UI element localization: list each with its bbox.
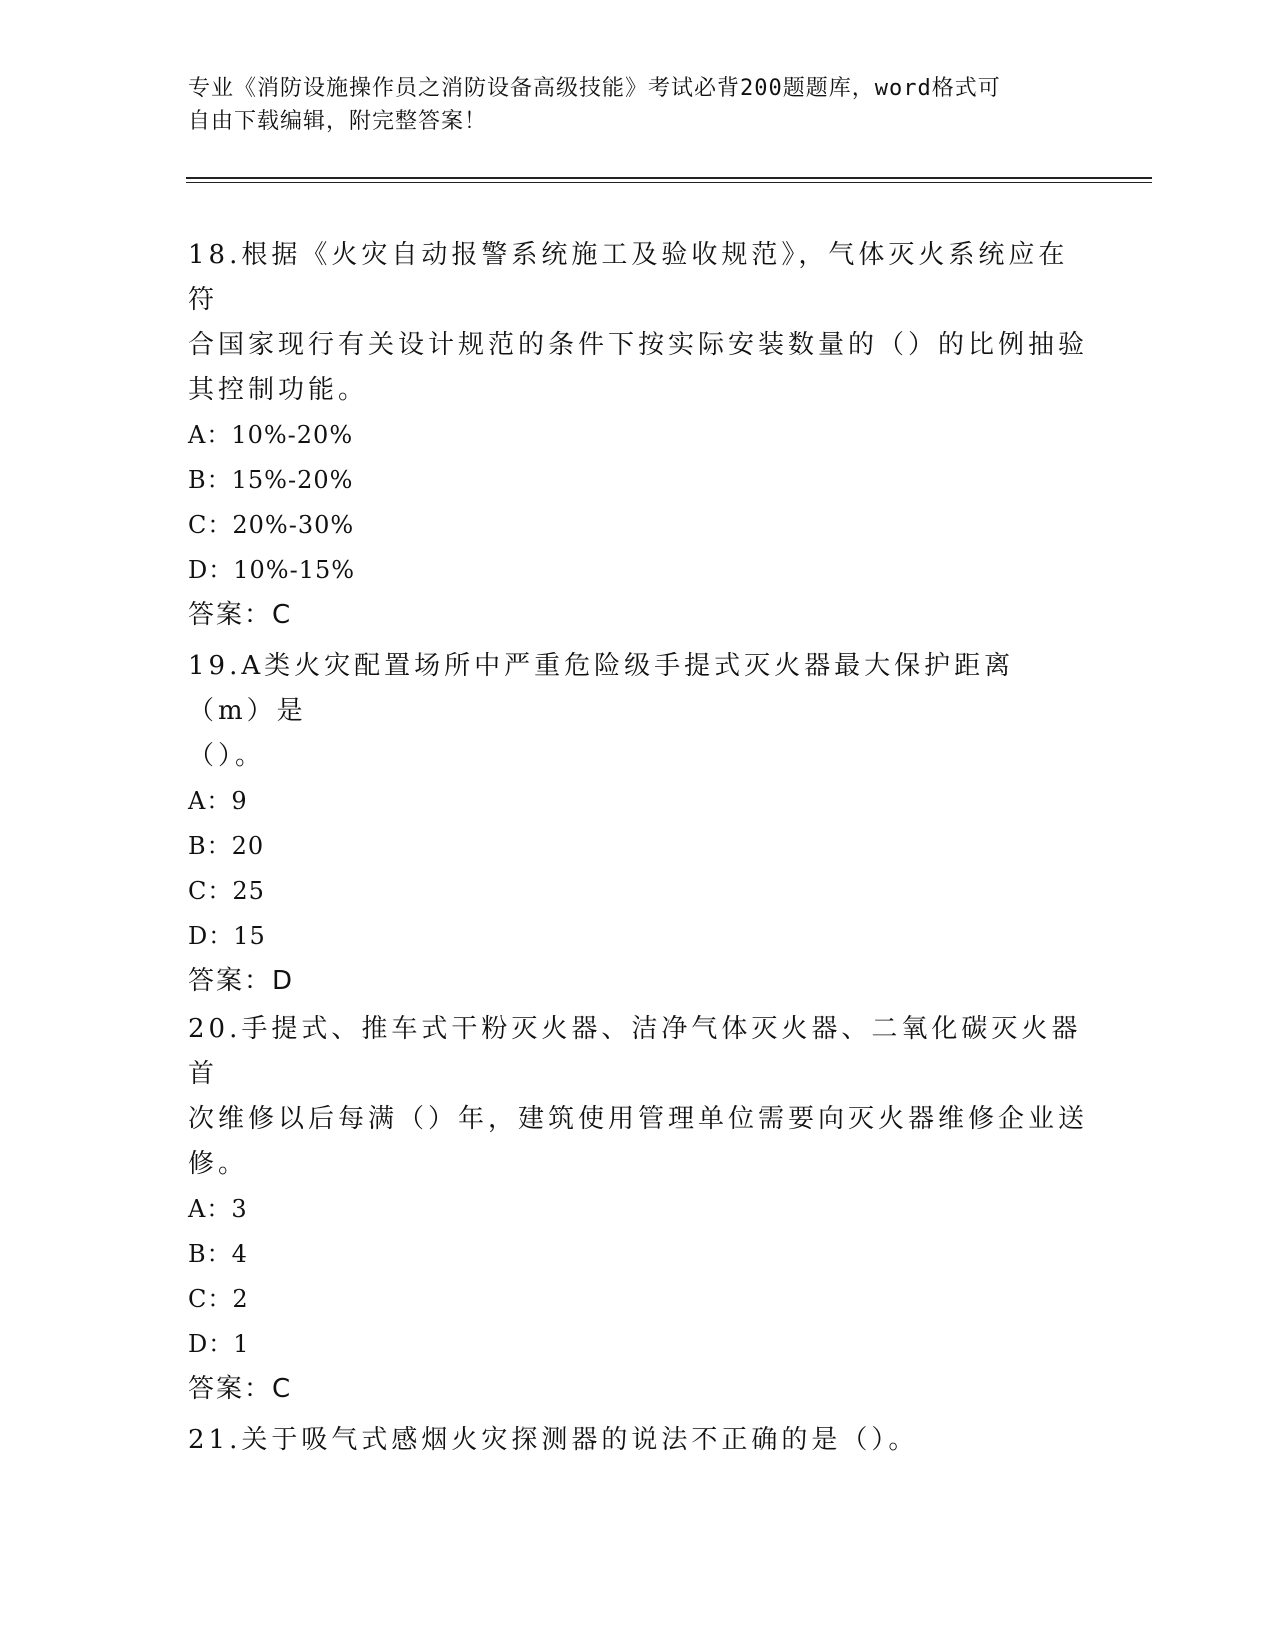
question-text-line: （）。: [188, 741, 266, 771]
question-text-line: 次维修以后每满（）年，建筑使用管理单位需要向灭火器维修企业送: [188, 1104, 1089, 1134]
answer-label: 答案：C: [188, 600, 293, 630]
option-b: B：4: [188, 1240, 248, 1268]
question-text-line: 21.关于吸气式感烟火灾探测器的说法不正确的是（）。: [188, 1425, 919, 1455]
answer-label: 答案：C: [188, 1374, 293, 1404]
document-header: [188, 72, 1068, 138]
question-text-line: 19.A类火灾配置场所中严重危险级手提式灭火器最大保护距离（m）是: [188, 651, 1015, 726]
option-d: D：15: [188, 922, 266, 950]
option-d: D：1: [188, 1330, 250, 1358]
header-line-1: 专业《消防设施操作员之消防设备高级技能》考试必背200题题库，word格式可: [188, 76, 1001, 101]
question-text-line: 其控制功能。: [188, 375, 369, 405]
header-line-2: 自由下载编辑，附完整答案！: [188, 109, 488, 134]
question-text-line: 修。: [188, 1149, 249, 1179]
option-a: A：10%-20%: [188, 421, 354, 449]
question-text-line: 18.根据《火灾自动报警系统施工及验收规范》，气体灭火系统应在符: [188, 240, 1069, 315]
question-18: [188, 233, 1088, 638]
question-20: [188, 1007, 1088, 1412]
answer-label: 答案：D: [188, 966, 295, 996]
option-a: A：9: [188, 787, 248, 815]
option-b: B：20: [188, 832, 265, 860]
option-a: A：3: [188, 1195, 248, 1223]
question-21: [188, 1418, 1088, 1463]
question-text-line: 合国家现行有关设计规范的条件下按实际安装数量的（）的比例抽验: [188, 330, 1089, 360]
option-c: C：20%-30%: [188, 511, 355, 539]
header-divider: [186, 177, 1152, 179]
option-c: C：2: [188, 1285, 249, 1313]
header-divider-thin: [186, 182, 1152, 183]
option-c: C：25: [188, 877, 265, 905]
question-19: [188, 644, 1088, 1004]
option-b: B：15%-20%: [188, 466, 354, 494]
question-text-line: 20.手提式、推车式干粉灭火器、洁净气体灭火器、二氧化碳灭火器首: [188, 1014, 1082, 1089]
option-d: D：10%-15%: [188, 556, 356, 584]
